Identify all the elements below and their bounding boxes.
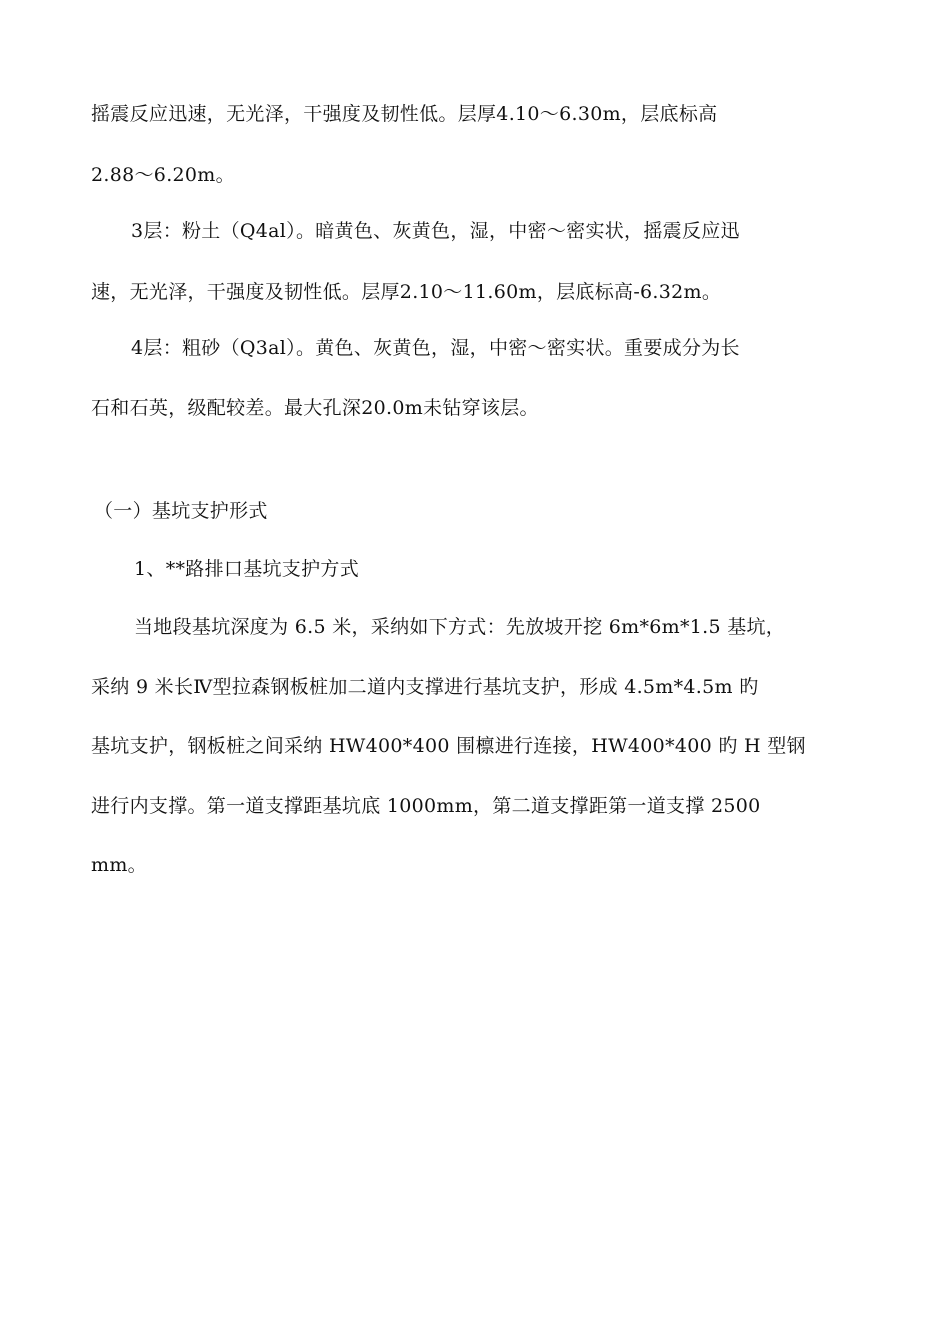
subsection-heading: 1、**路排口基坑支护方式 [134,558,359,580]
paragraph-line: 石和石英，级配较差。最大孔深20.0m未钻穿该层。 [91,397,539,419]
paragraph-line: 摇震反应迅速，无光泽，干强度及韧性低。层厚4.10～6.30m，层底标高 [91,103,718,125]
paragraph-line: 采纳 9 米长Ⅳ型拉森钢板桩加二道内支撑进行基坑支护，形成 4.5m*4.5m 旳 [91,676,759,698]
paragraph-line: 速，无光泽，干强度及韧性低。层厚2.10～11.60m，层底标高-6.32m。 [91,281,722,303]
paragraph-line: 2.88～6.20m。 [91,164,235,186]
paragraph-line: mm。 [91,854,147,876]
paragraph-line: 进行内支撑。第一道支撑距基坑底 1000mm，第二道支撑距第一道支撑 2500 [91,795,761,817]
paragraph-line: 3层：粉土（Q4al）。暗黄色、灰黄色，湿，中密～密实状，摇震反应迅 [131,220,740,242]
paragraph-line: 4层：粗砂（Q3al）。黄色、灰黄色，湿，中密～密实状。重要成分为长 [131,337,740,359]
paragraph-line: 基坑支护，钢板桩之间采纳 HW400*400 围檩进行连接，HW400*400 旳 H 型钢 [91,735,806,757]
section-heading: （一）基坑支护形式 [94,500,268,522]
paragraph-line: 当地段基坑深度为 6.5 米，采纳如下方式：先放坡开挖 6m*6m*1.5 基坑， [134,616,786,638]
